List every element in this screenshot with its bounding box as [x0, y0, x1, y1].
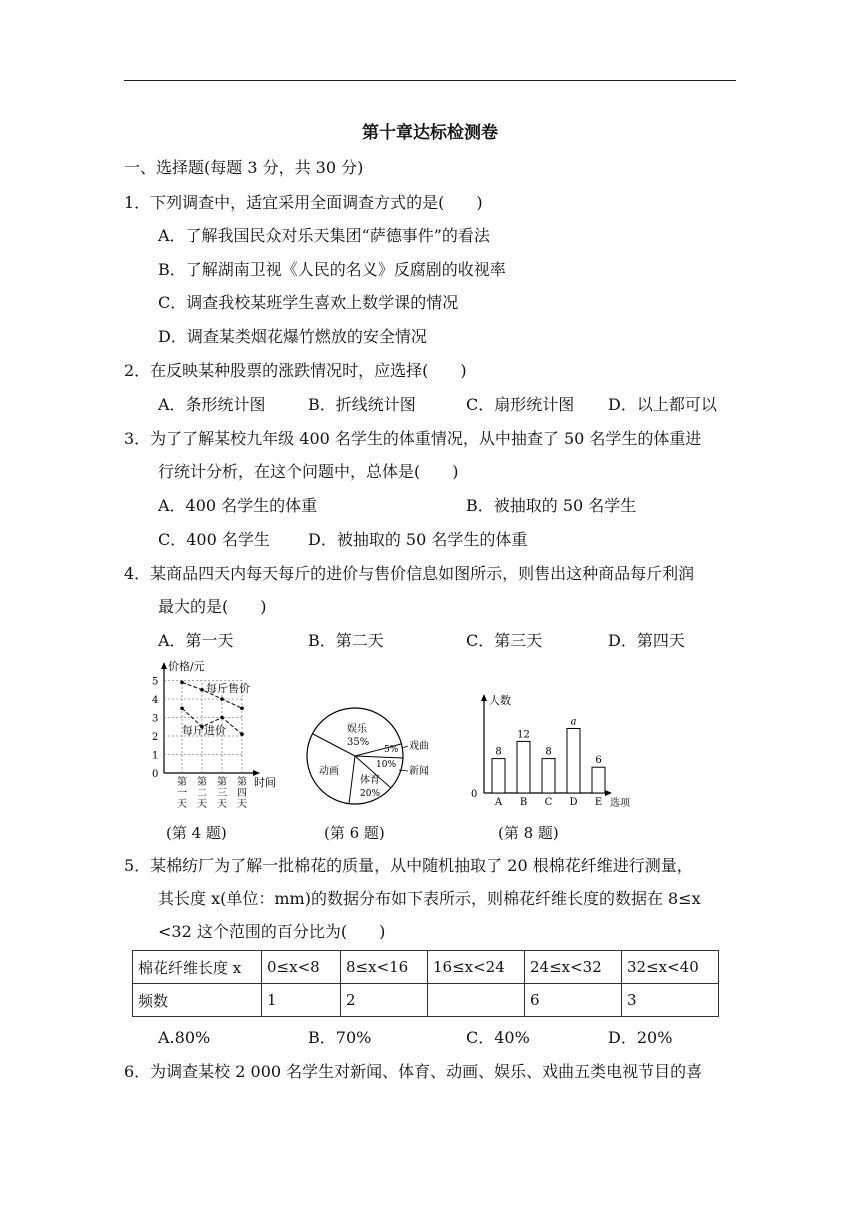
table-cell — [428, 984, 525, 1017]
fig6-label-donghua: 动画 — [319, 766, 339, 777]
table-cell: 1 — [262, 984, 341, 1017]
table-cell: 32≤x<40 — [622, 951, 719, 984]
page-title: 第十章达标检测卷 — [362, 123, 498, 143]
q2-option-b: B．折线统计图 — [308, 395, 416, 414]
fig8-value-label: 6 — [595, 755, 602, 767]
fig4-day-label: 二 — [197, 788, 207, 799]
fig6-label-xinwen: 新闻 — [409, 766, 429, 777]
fig4-buy-point — [240, 732, 244, 736]
table-header-row — [133, 951, 719, 984]
fig8-value-label: 8 — [495, 746, 502, 758]
fig4-day-label: 四 — [237, 788, 247, 799]
fig4-y-tick: 1 — [152, 750, 159, 762]
table-cell: 0≤x<8 — [262, 951, 341, 984]
fig8-category-label: D — [569, 797, 578, 808]
fig4-sell-point — [180, 681, 184, 685]
fig8-caption: (第 8 题) — [498, 824, 559, 842]
q4-option-d: D．第四天 — [608, 631, 685, 650]
fig6-label-tiyu: 体育 — [360, 775, 380, 786]
fig6-label-xinwen-pct: 10% — [376, 760, 397, 770]
q1-option-d: D．调查某类烟花爆竹燃放的安全情况 — [158, 327, 427, 346]
fig8-category-label: B — [519, 797, 528, 808]
table-cell: 6 — [525, 984, 622, 1017]
fig6-label-tiyu-pct: 20% — [360, 789, 381, 799]
fig6-label-xiqu-pct: 5% — [384, 745, 399, 755]
fig8-y-label: 人数 — [489, 694, 511, 707]
fig8-bar — [517, 741, 530, 793]
q5-stem-line2: 其长度 x(单位：mm)的数据分布如下表所示，则棉花纤维长度的数据在 8≤x — [158, 889, 701, 908]
fig4-price-chart — [148, 660, 288, 810]
fig4-sell-label: 每斤售价 — [206, 682, 250, 695]
fig6-xiqu-leader — [402, 746, 408, 748]
fig4-y-tick: 2 — [152, 732, 159, 743]
q3-stem-line1: 3．为了了解某校九年级 400 名学生的体重情况，从中抽查了 50 名学生的体重进 — [124, 429, 702, 448]
q4-option-a: A．第一天 — [158, 631, 234, 650]
fig6-label-xiqu: 戏曲 — [409, 741, 429, 752]
q3-option-b: B．被抽取的 50 名学生 — [466, 496, 637, 515]
fig6-caption: (第 6 题) — [324, 824, 385, 842]
q1-option-b: B．了解湖南卫视《人民的名义》反腐剧的收视率 — [158, 260, 506, 279]
fig8-bar — [492, 759, 505, 793]
fig8-bar — [542, 759, 555, 793]
table-cell: 频数 — [133, 984, 262, 1017]
q5-option-b: B．70% — [308, 1028, 372, 1047]
fig4-buy-point — [220, 716, 224, 720]
q2-option-c: C．扇形统计图 — [466, 395, 575, 414]
fig6-label-yule: 娱乐 — [347, 724, 367, 735]
fig8-bar — [592, 767, 605, 793]
q4-option-b: B．第二天 — [308, 631, 384, 650]
q1-option-a: A．了解我国民众对乐天集团“萨德事件”的看法 — [158, 226, 490, 245]
q2-option-d: D．以上都可以 — [608, 395, 717, 414]
fig4-y-label: 价格/元 — [168, 660, 205, 673]
fig6-pie-chart — [305, 704, 445, 814]
q1-option-c: C．调查我校某班学生喜欢上数学课的情况 — [158, 293, 459, 312]
q5-option-a: A.80% — [158, 1028, 211, 1047]
fig4-day-label: 三 — [217, 788, 227, 799]
q2-stem: 2．在反映某种股票的涨跌情况时，应选择( ) — [124, 361, 467, 380]
fig8-x-arrow — [605, 790, 612, 796]
fig4-y-tick: 3 — [152, 713, 159, 725]
fig4-caption: (第 4 题) — [166, 824, 227, 842]
fig4-sell-point — [240, 706, 244, 710]
fig8-value-label: 12 — [517, 729, 530, 741]
fig4-day-label: 第 — [177, 777, 187, 788]
q5-option-c: C．40% — [466, 1028, 530, 1047]
q3-option-d: D．被抽取的 50 名学生的体重 — [308, 530, 528, 549]
fig4-y-tick: 4 — [152, 695, 159, 706]
fig4-day-label: 第 — [217, 777, 227, 788]
q4-stem-line1: 4．某商品四天内每天每斤的进价与售价信息如图所示，则售出这种商品每斤利润 — [124, 564, 695, 583]
fig4-day-label: 一 — [177, 788, 187, 799]
fig8-y-arrow — [481, 694, 487, 701]
top-rule — [124, 80, 736, 81]
fig4-day-label: 第 — [237, 777, 247, 788]
q4-option-c: C．第三天 — [466, 631, 543, 650]
q5-stem-line1: 5．某棉纺厂为了解一批棉花的质量，从中随机抽取了 20 根棉花纤维进行测量， — [124, 856, 693, 875]
q5-option-d: D．20% — [608, 1028, 673, 1047]
table-cell: 8≤x<16 — [341, 951, 428, 984]
fig8-x-label: 选项 — [610, 798, 630, 809]
fig6-label-yule-pct: 35% — [347, 737, 370, 748]
fig8-bar — [567, 729, 580, 794]
fig8-value-label: 8 — [545, 746, 552, 758]
fig4-sell-point — [220, 697, 224, 701]
fig8-category-label: C — [544, 797, 553, 808]
q5-stem-line3: <32 这个范围的百分比为( ) — [158, 922, 386, 941]
fig8-bar-chart — [462, 690, 642, 812]
fig4-sell-point — [200, 688, 204, 692]
fig4-buy-point — [180, 706, 184, 710]
fig8-zero-label: 0 — [471, 789, 478, 800]
q6-stem: 6．为调查某校 2 000 名学生对新闻、体育、动画、娱乐、戏曲五类电视节目的喜 — [124, 1062, 703, 1081]
fig8-category-label: E — [594, 797, 603, 808]
fig4-x-label: 时间 — [254, 776, 276, 789]
fig4-day-label: 第 — [197, 777, 207, 788]
q1-stem: 1．下列调查中，适宜采用全面调查方式的是( ) — [124, 193, 483, 212]
table-cell: 2 — [341, 984, 428, 1017]
fig4-y-tick: 5 — [152, 676, 159, 688]
q3-option-c: C．400 名学生 — [158, 530, 270, 549]
fig4-y-arrow — [161, 662, 167, 669]
table-row — [133, 984, 719, 1017]
fig4-day-label: 天 — [197, 799, 207, 810]
fig4-day-label: 天 — [177, 799, 187, 810]
fig6-divider-3 — [355, 756, 403, 758]
q5-frequency-table — [132, 950, 719, 1017]
fig8-category-label: A — [494, 797, 503, 808]
q2-option-a: A．条形统计图 — [158, 395, 266, 414]
q3-option-a: A．400 名学生的体重 — [158, 496, 318, 515]
section-heading: 一、选择题(每题 3 分，共 30 分) — [124, 158, 364, 177]
fig4-buy-label: 每斤进价 — [182, 724, 226, 737]
q3-stem-line2: 行统计分析，在这个问题中，总体是( ) — [158, 462, 459, 481]
table-cell: 棉花纤维长度 x — [133, 951, 262, 984]
table-cell: 3 — [622, 984, 719, 1017]
table-cell: 16≤x<24 — [428, 951, 525, 984]
q4-stem-line2: 最大的是( ) — [158, 597, 267, 616]
fig4-day-label: 天 — [217, 799, 227, 810]
fig8-value-label: a — [570, 716, 577, 728]
fig4-day-label: 天 — [237, 799, 247, 810]
fig6-divider-5 — [349, 756, 355, 804]
table-cell: 24≤x<32 — [525, 951, 622, 984]
fig4-y-tick: 0 — [152, 769, 159, 780]
